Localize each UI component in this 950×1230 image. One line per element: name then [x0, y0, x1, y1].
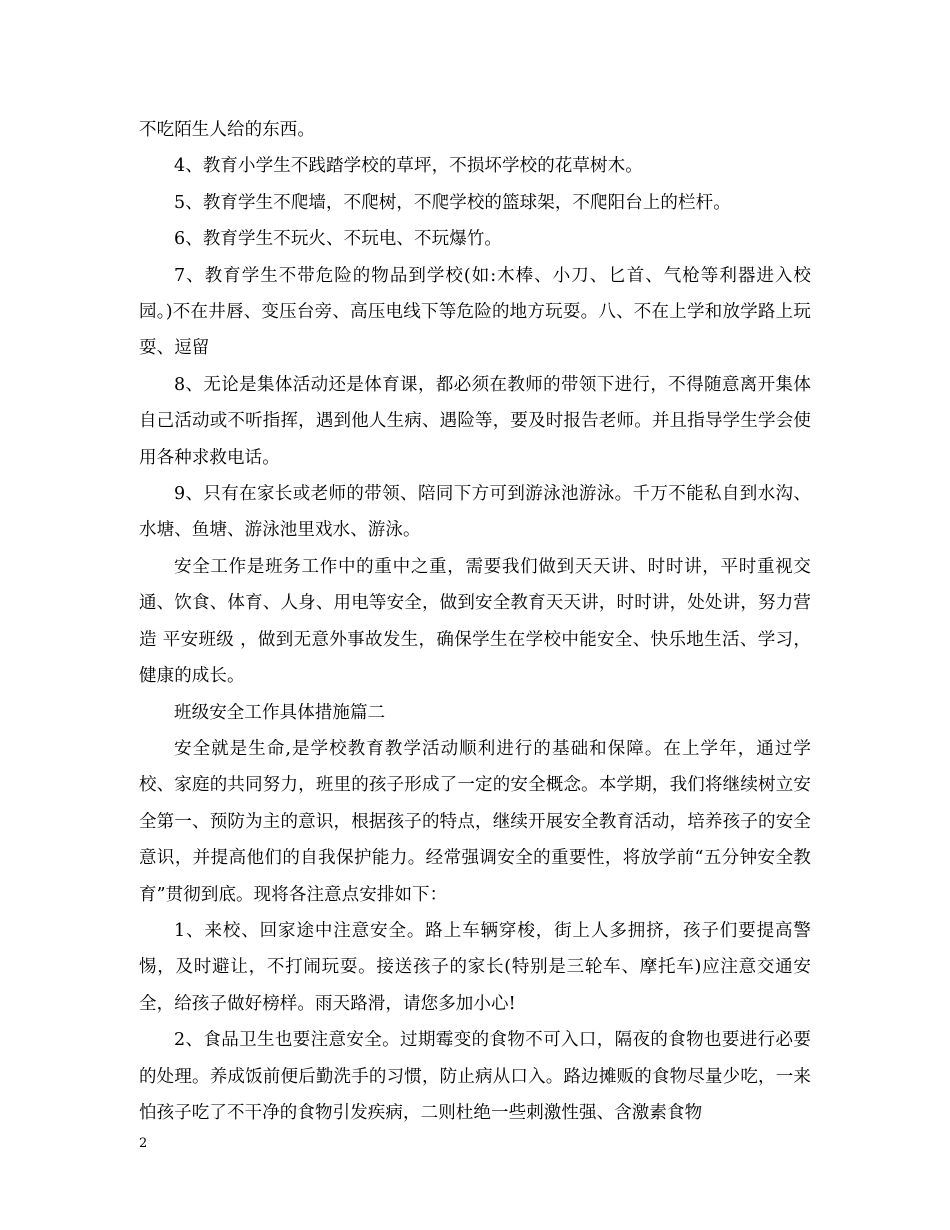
section-heading: 班级安全工作具体措施篇二 — [174, 702, 386, 723]
paragraph-item-8: 8、无论是集体活动还是体育课，都必须在教师的带领下进行，不得随意离开集体自己活动或不听指挥，遇到他人生病、遇险等，要及时报告老师。并且指导学生学会使用各种求救电话。 — [139, 374, 811, 468]
paragraph-summary: 安全工作是班务工作中的重中之重，需要我们做到天天讲、时时讲，平时重视交通、饮食、体育、人身、用电等安全，做到安全教育天天讲，时时讲，处处讲，努力营造 平安班级 ，做到无意外事故发生，确保学生在学校中能安全、快乐地生活、学习，健康的成长。 — [139, 556, 811, 687]
paragraph-item-6: 6、教育学生不玩火、不玩电、不玩爆竹。 — [174, 229, 503, 250]
paragraph-continuation: 不吃陌生人给的东西。 — [139, 120, 315, 140]
paragraph-intro: 安全就是生命,是学校教育教学活动顺利进行的基础和保障。在上学年，通过学校、家庭的共同努力，班里的孩子形成了一定的安全概念。本学期，我们将继续树立安全第一、预防为主的意识，根据孩子的特点，继续开展安全教育活动，培养孩子的安全意识，并提高他们的自我保护能力。经常强调安全的重要性，将放学前“五分钟安全教育”贯彻到底。现将各注意点安排如下： — [139, 738, 811, 905]
paragraph-item-7: 7、教育学生不带危险的物品到学校(如:木棒、小刀、匕首、气枪等利器进入校园。)不在井唇、变压台旁、高压电线下等危险的地方玩耍。八、不在上学和放学路上玩耍、逗留 — [139, 265, 811, 359]
paragraph-item-4: 4、教育小学生不践踏学校的草坪，不损坏学校的花草树木。 — [174, 156, 643, 177]
page-number: 2 — [139, 1136, 148, 1151]
paragraph-item-9: 9、只有在家长或老师的带领、陪同下方可到游泳池游泳。千万不能私自到水沟、水塘、鱼塘、游泳池里戏水、游泳。 — [139, 484, 811, 541]
paragraph-measure-1: 1、来校、回家途中注意安全。路上车辆穿梭，街上人多拥挤，孩子们要提高警惕，及时避让，不打闹玩耍。接送孩子的家长(特别是三轮车、摩托车)应注意交通安全，给孩子做好榜样。雨天路滑，请您多加小心! — [139, 920, 811, 1014]
paragraph-measure-2: 2、食品卫生也要注意安全。过期霉变的食物不可入口，隔夜的食物也要进行必要的处理。养成饭前便后勤洗手的习惯，防止病从口入。路边摊贩的食物尽量少吃，一来怕孩子吃了不干净的食物引发疾病，二则杜绝一些刺激性强、含激素食物 — [139, 1030, 811, 1123]
paragraph-item-5: 5、教育学生不爬墙，不爬树，不爬学校的篮球架，不爬阳台上的栏杆。 — [174, 192, 731, 213]
document-body — [139, 112, 811, 1131]
